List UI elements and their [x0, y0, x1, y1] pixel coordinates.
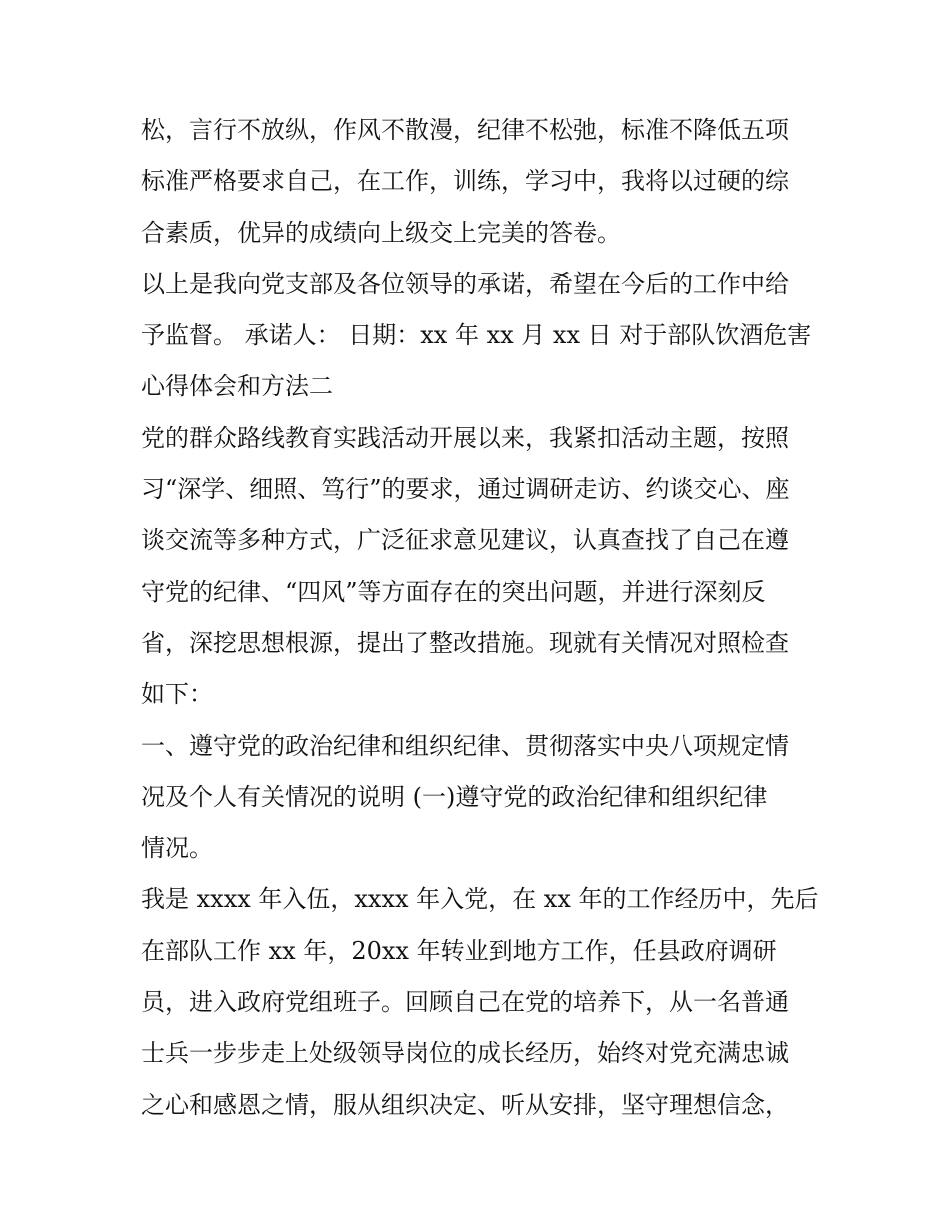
text-line: 松，言行不放纵，作风不散漫，纪律不松弛，标准不降低五项	[141, 116, 789, 144]
text-line: 之心和感恩之情，服从组织决定、听从安排，坚守理想信念，	[141, 1090, 789, 1119]
text-line: 习“深学、细照、笃行”的要求，通过调研走访、约谈交心、座	[141, 475, 790, 504]
text-line: 情况。	[141, 834, 213, 863]
text-line: 标准严格要求自己，在工作，训练，学习中，我将以过硬的综	[141, 167, 789, 196]
text-line: 以上是我向党支部及各位领导的承诺，希望在今后的工作中给	[141, 269, 789, 298]
text-line: 一、遵守党的政治纪律和组织纪律、贯彻落实中央八项规定情	[141, 731, 789, 760]
text-line: 我是 xxxx 年入伍，xxxx 年入党，在 xx 年的工作经历中，先后	[141, 885, 819, 914]
text-line: 员，进入政府党组班子。回顾自己在党的培养下，从一名普通	[141, 988, 789, 1017]
text-line: 况及个人有关情况的说明 (一)遵守党的政治纪律和组织纪律	[141, 782, 768, 811]
text-line: 守党的纪律、“四风”等方面存在的突出问题，并进行深刻反	[141, 577, 766, 606]
text-line: 在部队工作 xx 年，20xx 年转业到地方工作，任县政府调研	[141, 936, 777, 965]
text-line: 谈交流等多种方式，广泛征求意见建议，认真查找了自己在遵	[141, 526, 789, 555]
text-line: 如下：	[141, 680, 213, 709]
text-line: 心得体会和方法二	[141, 372, 333, 401]
text-line: 予监督。 承诺人： 日期：xx 年 xx 月 xx 日 对于部队饮酒危害	[141, 321, 812, 350]
text-line: 省，深挖思想根源，提出了整改措施。现就有关情况对照检查	[141, 628, 789, 657]
document-body	[141, 105, 821, 1131]
text-line: 党的群众路线教育实践活动开展以来，我紧扣活动主题，按照	[141, 423, 789, 452]
text-line: 合素质，优异的成绩向上级交上完美的答卷。	[141, 218, 621, 247]
text-line: 士兵一步步走上处级领导岗位的成长经历，始终对党充满忠诚	[141, 1039, 789, 1068]
